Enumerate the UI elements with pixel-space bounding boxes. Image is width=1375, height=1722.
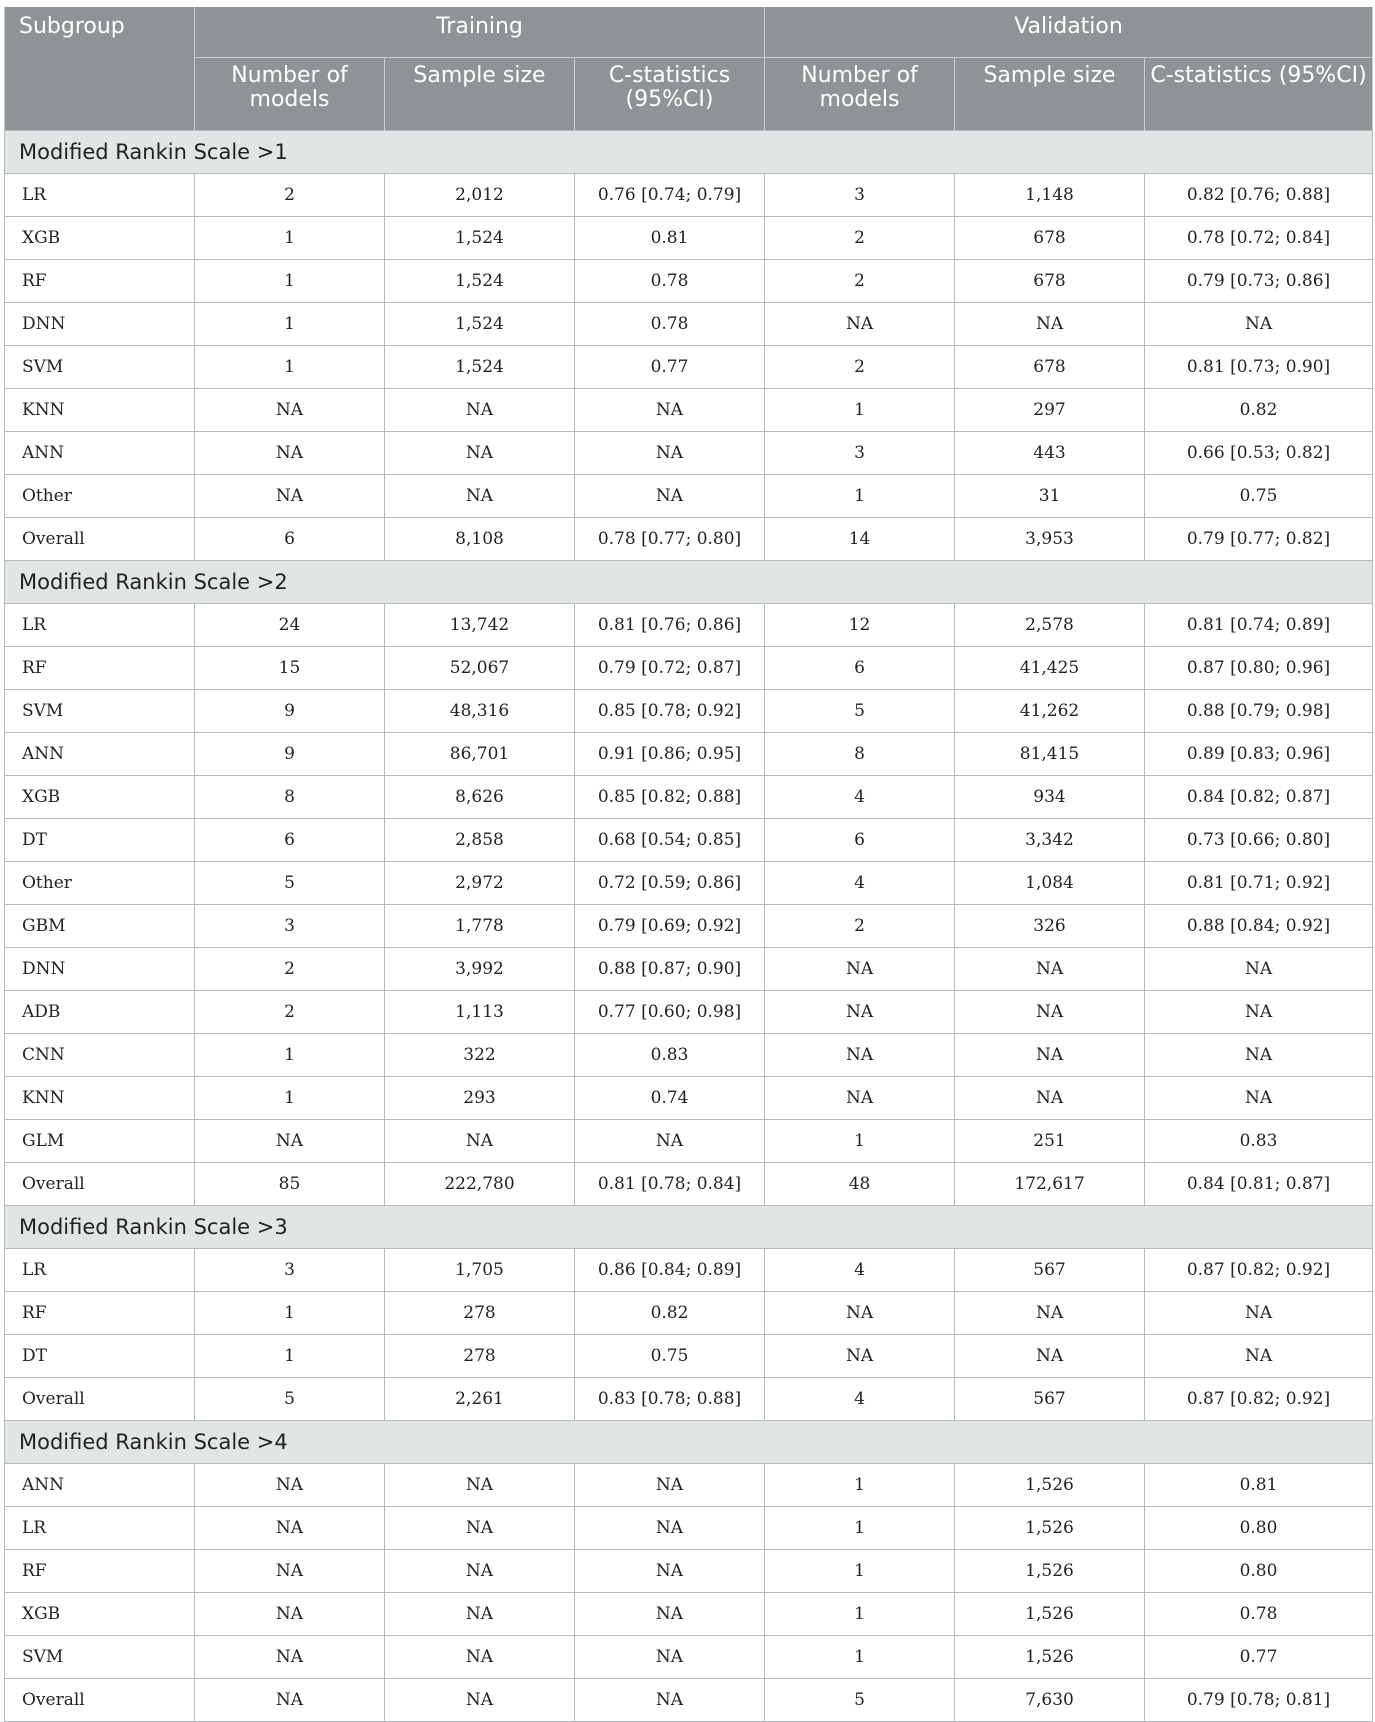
model-cell: DNN bbox=[5, 948, 195, 991]
col-header-training-sample: Sample size bbox=[385, 58, 575, 131]
validation-sample-cell: 7,630 bbox=[955, 1679, 1145, 1722]
model-cell: Other bbox=[5, 475, 195, 518]
validation-cstat-cell: 0.82 bbox=[1145, 389, 1373, 432]
table-row bbox=[5, 1550, 1373, 1593]
training-models-cell: NA bbox=[195, 1507, 385, 1550]
validation-cstat-cell: 0.66 [0.53; 0.82] bbox=[1145, 432, 1373, 475]
table-row bbox=[5, 905, 1373, 948]
training-models-cell: 5 bbox=[195, 1378, 385, 1421]
validation-models-cell: 8 bbox=[765, 733, 955, 776]
training-cstat-cell: 0.79 [0.72; 0.87] bbox=[575, 647, 765, 690]
section-title: Modified Rankin Scale >2 bbox=[5, 561, 1373, 604]
training-models-cell: 2 bbox=[195, 991, 385, 1034]
validation-sample-cell: 31 bbox=[955, 475, 1145, 518]
table-row bbox=[5, 174, 1373, 217]
validation-sample-cell: 1,526 bbox=[955, 1636, 1145, 1679]
training-sample-cell: NA bbox=[385, 1679, 575, 1722]
table-row bbox=[5, 1507, 1373, 1550]
model-cell: XGB bbox=[5, 776, 195, 819]
training-models-cell: 85 bbox=[195, 1163, 385, 1206]
col-header-training-cstat: C-statistics (95%CI) bbox=[575, 58, 765, 131]
training-cstat-cell: 0.88 [0.87; 0.90] bbox=[575, 948, 765, 991]
table-row bbox=[5, 948, 1373, 991]
validation-sample-cell: NA bbox=[955, 948, 1145, 991]
training-cstat-cell: NA bbox=[575, 1120, 765, 1163]
results-table bbox=[4, 7, 1373, 1722]
training-sample-cell: NA bbox=[385, 1636, 575, 1679]
training-cstat-cell: NA bbox=[575, 475, 765, 518]
section-row bbox=[5, 561, 1373, 604]
validation-models-cell: 3 bbox=[765, 174, 955, 217]
validation-models-cell: 1 bbox=[765, 1120, 955, 1163]
training-models-cell: NA bbox=[195, 1464, 385, 1507]
model-cell: CNN bbox=[5, 1034, 195, 1077]
training-sample-cell: 8,626 bbox=[385, 776, 575, 819]
training-models-cell: NA bbox=[195, 1636, 385, 1679]
training-sample-cell: 13,742 bbox=[385, 604, 575, 647]
model-cell: SVM bbox=[5, 1636, 195, 1679]
training-sample-cell: 48,316 bbox=[385, 690, 575, 733]
validation-cstat-cell: 0.87 [0.82; 0.92] bbox=[1145, 1378, 1373, 1421]
training-models-cell: 1 bbox=[195, 1077, 385, 1120]
training-sample-cell: NA bbox=[385, 389, 575, 432]
training-cstat-cell: 0.77 bbox=[575, 346, 765, 389]
validation-sample-cell: NA bbox=[955, 1292, 1145, 1335]
section-row bbox=[5, 131, 1373, 174]
training-cstat-cell: 0.85 [0.78; 0.92] bbox=[575, 690, 765, 733]
validation-models-cell: 2 bbox=[765, 905, 955, 948]
validation-sample-cell: NA bbox=[955, 303, 1145, 346]
table-row bbox=[5, 819, 1373, 862]
validation-sample-cell: 1,084 bbox=[955, 862, 1145, 905]
model-cell: LR bbox=[5, 174, 195, 217]
validation-sample-cell: 251 bbox=[955, 1120, 1145, 1163]
validation-cstat-cell: NA bbox=[1145, 303, 1373, 346]
training-models-cell: NA bbox=[195, 1679, 385, 1722]
table-row bbox=[5, 346, 1373, 389]
validation-models-cell: 4 bbox=[765, 1378, 955, 1421]
table-row bbox=[5, 776, 1373, 819]
training-models-cell: 1 bbox=[195, 346, 385, 389]
table-row bbox=[5, 389, 1373, 432]
model-cell: RF bbox=[5, 647, 195, 690]
col-header-training-models: Number of models bbox=[195, 58, 385, 131]
table-row bbox=[5, 1163, 1373, 1206]
validation-sample-cell: NA bbox=[955, 1335, 1145, 1378]
table-row bbox=[5, 1636, 1373, 1679]
validation-models-cell: NA bbox=[765, 1292, 955, 1335]
model-cell: KNN bbox=[5, 389, 195, 432]
table-row bbox=[5, 604, 1373, 647]
training-cstat-cell: NA bbox=[575, 1679, 765, 1722]
training-models-cell: NA bbox=[195, 432, 385, 475]
training-cstat-cell: 0.68 [0.54; 0.85] bbox=[575, 819, 765, 862]
section-title: Modified Rankin Scale >3 bbox=[5, 1206, 1373, 1249]
validation-models-cell: 48 bbox=[765, 1163, 955, 1206]
model-cell: RF bbox=[5, 1292, 195, 1335]
model-cell: DT bbox=[5, 819, 195, 862]
model-cell: ANN bbox=[5, 1464, 195, 1507]
validation-models-cell: NA bbox=[765, 1077, 955, 1120]
validation-models-cell: 14 bbox=[765, 518, 955, 561]
validation-models-cell: 1 bbox=[765, 389, 955, 432]
validation-sample-cell: 567 bbox=[955, 1378, 1145, 1421]
training-sample-cell: 1,524 bbox=[385, 303, 575, 346]
training-models-cell: 5 bbox=[195, 862, 385, 905]
table-row bbox=[5, 647, 1373, 690]
training-sample-cell: 1,524 bbox=[385, 217, 575, 260]
validation-cstat-cell: 0.84 [0.81; 0.87] bbox=[1145, 1163, 1373, 1206]
validation-models-cell: 1 bbox=[765, 1636, 955, 1679]
training-cstat-cell: 0.81 [0.78; 0.84] bbox=[575, 1163, 765, 1206]
training-sample-cell: 222,780 bbox=[385, 1163, 575, 1206]
validation-sample-cell: 3,953 bbox=[955, 518, 1145, 561]
model-cell: LR bbox=[5, 1249, 195, 1292]
training-sample-cell: 2,858 bbox=[385, 819, 575, 862]
training-sample-cell: NA bbox=[385, 475, 575, 518]
training-cstat-cell: NA bbox=[575, 1593, 765, 1636]
validation-cstat-cell: NA bbox=[1145, 991, 1373, 1034]
table-row bbox=[5, 432, 1373, 475]
validation-cstat-cell: 0.81 bbox=[1145, 1464, 1373, 1507]
training-cstat-cell: 0.78 bbox=[575, 303, 765, 346]
training-models-cell: 2 bbox=[195, 174, 385, 217]
training-sample-cell: NA bbox=[385, 1464, 575, 1507]
training-models-cell: 6 bbox=[195, 819, 385, 862]
training-cstat-cell: 0.77 [0.60; 0.98] bbox=[575, 991, 765, 1034]
section-row bbox=[5, 1206, 1373, 1249]
training-sample-cell: 52,067 bbox=[385, 647, 575, 690]
training-cstat-cell: 0.72 [0.59; 0.86] bbox=[575, 862, 765, 905]
training-models-cell: 2 bbox=[195, 948, 385, 991]
table-row bbox=[5, 1120, 1373, 1163]
training-models-cell: NA bbox=[195, 1120, 385, 1163]
validation-models-cell: 4 bbox=[765, 776, 955, 819]
validation-models-cell: 6 bbox=[765, 647, 955, 690]
validation-cstat-cell: 0.87 [0.80; 0.96] bbox=[1145, 647, 1373, 690]
training-sample-cell: 2,012 bbox=[385, 174, 575, 217]
training-sample-cell: 1,778 bbox=[385, 905, 575, 948]
col-header-validation-models: Number of models bbox=[765, 58, 955, 131]
validation-models-cell: NA bbox=[765, 948, 955, 991]
training-sample-cell: 1,524 bbox=[385, 346, 575, 389]
subgroup-header: Subgroup bbox=[5, 7, 195, 131]
training-sample-cell: 2,261 bbox=[385, 1378, 575, 1421]
training-models-cell: 1 bbox=[195, 260, 385, 303]
model-cell: LR bbox=[5, 604, 195, 647]
validation-sample-cell: 443 bbox=[955, 432, 1145, 475]
training-models-cell: 1 bbox=[195, 1034, 385, 1077]
model-cell: DNN bbox=[5, 303, 195, 346]
validation-models-cell: 4 bbox=[765, 1249, 955, 1292]
section-row bbox=[5, 1421, 1373, 1464]
section-title: Modified Rankin Scale >4 bbox=[5, 1421, 1373, 1464]
validation-models-cell: 3 bbox=[765, 432, 955, 475]
training-models-cell: 1 bbox=[195, 303, 385, 346]
validation-sample-cell: NA bbox=[955, 1077, 1145, 1120]
training-cstat-cell: 0.74 bbox=[575, 1077, 765, 1120]
table-row bbox=[5, 260, 1373, 303]
col-header-validation-cstat: C-statistics (95%CI) bbox=[1145, 58, 1373, 131]
training-sample-cell: NA bbox=[385, 1120, 575, 1163]
validation-cstat-cell: 0.79 [0.78; 0.81] bbox=[1145, 1679, 1373, 1722]
table-row bbox=[5, 1593, 1373, 1636]
training-sample-cell: 2,972 bbox=[385, 862, 575, 905]
validation-models-cell: 1 bbox=[765, 1507, 955, 1550]
validation-cstat-cell: NA bbox=[1145, 1077, 1373, 1120]
training-cstat-cell: 0.81 [0.76; 0.86] bbox=[575, 604, 765, 647]
model-cell: ANN bbox=[5, 432, 195, 475]
validation-cstat-cell: 0.79 [0.73; 0.86] bbox=[1145, 260, 1373, 303]
training-sample-cell: NA bbox=[385, 1507, 575, 1550]
validation-sample-cell: 567 bbox=[955, 1249, 1145, 1292]
validation-models-cell: 1 bbox=[765, 1464, 955, 1507]
validation-cstat-cell: 0.84 [0.82; 0.87] bbox=[1145, 776, 1373, 819]
training-sample-cell: 322 bbox=[385, 1034, 575, 1077]
table-row bbox=[5, 1679, 1373, 1722]
validation-cstat-cell: 0.89 [0.83; 0.96] bbox=[1145, 733, 1373, 776]
table-row bbox=[5, 303, 1373, 346]
validation-cstat-cell: 0.75 bbox=[1145, 475, 1373, 518]
training-cstat-cell: 0.82 bbox=[575, 1292, 765, 1335]
validation-cstat-cell: 0.79 [0.77; 0.82] bbox=[1145, 518, 1373, 561]
validation-models-cell: NA bbox=[765, 991, 955, 1034]
validation-sample-cell: 326 bbox=[955, 905, 1145, 948]
training-models-cell: 9 bbox=[195, 733, 385, 776]
validation-sample-cell: 81,415 bbox=[955, 733, 1145, 776]
table-body bbox=[5, 131, 1373, 1722]
validation-cstat-cell: 0.80 bbox=[1145, 1550, 1373, 1593]
model-cell: ADB bbox=[5, 991, 195, 1034]
training-models-cell: 3 bbox=[195, 1249, 385, 1292]
model-cell: Overall bbox=[5, 1378, 195, 1421]
training-cstat-cell: 0.91 [0.86; 0.95] bbox=[575, 733, 765, 776]
training-sample-cell: NA bbox=[385, 1593, 575, 1636]
training-cstat-cell: 0.79 [0.69; 0.92] bbox=[575, 905, 765, 948]
table-row bbox=[5, 1335, 1373, 1378]
validation-sample-cell: 934 bbox=[955, 776, 1145, 819]
table-row bbox=[5, 1034, 1373, 1077]
training-sample-cell: 1,524 bbox=[385, 260, 575, 303]
validation-cstat-cell: 0.83 bbox=[1145, 1120, 1373, 1163]
model-cell: LR bbox=[5, 1507, 195, 1550]
validation-models-cell: 4 bbox=[765, 862, 955, 905]
training-models-cell: 1 bbox=[195, 1335, 385, 1378]
training-sample-cell: NA bbox=[385, 1550, 575, 1593]
training-sample-cell: NA bbox=[385, 432, 575, 475]
training-cstat-cell: 0.81 bbox=[575, 217, 765, 260]
validation-cstat-cell: 0.78 bbox=[1145, 1593, 1373, 1636]
model-cell: Other bbox=[5, 862, 195, 905]
validation-models-cell: 5 bbox=[765, 690, 955, 733]
model-cell: GBM bbox=[5, 905, 195, 948]
validation-cstat-cell: 0.78 [0.72; 0.84] bbox=[1145, 217, 1373, 260]
validation-models-cell: NA bbox=[765, 1034, 955, 1077]
section-title: Modified Rankin Scale >1 bbox=[5, 131, 1373, 174]
training-models-cell: 6 bbox=[195, 518, 385, 561]
table-row bbox=[5, 475, 1373, 518]
training-sample-cell: 86,701 bbox=[385, 733, 575, 776]
validation-cstat-cell: 0.81 [0.73; 0.90] bbox=[1145, 346, 1373, 389]
training-sample-cell: 293 bbox=[385, 1077, 575, 1120]
table-row bbox=[5, 1249, 1373, 1292]
table-row bbox=[5, 733, 1373, 776]
validation-cstat-cell: 0.77 bbox=[1145, 1636, 1373, 1679]
training-models-cell: 1 bbox=[195, 217, 385, 260]
training-models-cell: 3 bbox=[195, 905, 385, 948]
model-cell: SVM bbox=[5, 690, 195, 733]
model-cell: Overall bbox=[5, 518, 195, 561]
model-cell: RF bbox=[5, 1550, 195, 1593]
validation-sample-cell: 1,526 bbox=[955, 1593, 1145, 1636]
training-sample-cell: 3,992 bbox=[385, 948, 575, 991]
training-cstat-cell: 0.78 bbox=[575, 260, 765, 303]
table-row bbox=[5, 862, 1373, 905]
model-cell: XGB bbox=[5, 1593, 195, 1636]
table-row bbox=[5, 1292, 1373, 1335]
model-cell: GLM bbox=[5, 1120, 195, 1163]
training-cstat-cell: NA bbox=[575, 389, 765, 432]
validation-cstat-cell: 0.80 bbox=[1145, 1507, 1373, 1550]
training-cstat-cell: NA bbox=[575, 1464, 765, 1507]
validation-cstat-cell: NA bbox=[1145, 1034, 1373, 1077]
validation-cstat-cell: 0.73 [0.66; 0.80] bbox=[1145, 819, 1373, 862]
validation-cstat-cell: 0.88 [0.79; 0.98] bbox=[1145, 690, 1373, 733]
validation-models-cell: 1 bbox=[765, 475, 955, 518]
model-cell: Overall bbox=[5, 1163, 195, 1206]
validation-cstat-cell: 0.87 [0.82; 0.92] bbox=[1145, 1249, 1373, 1292]
validation-sample-cell: 1,526 bbox=[955, 1507, 1145, 1550]
training-sample-cell: 1,705 bbox=[385, 1249, 575, 1292]
table-row bbox=[5, 518, 1373, 561]
model-cell: SVM bbox=[5, 346, 195, 389]
validation-cstat-cell: NA bbox=[1145, 1335, 1373, 1378]
validation-sample-cell: 1,526 bbox=[955, 1464, 1145, 1507]
table-row bbox=[5, 1378, 1373, 1421]
training-sample-cell: 1,113 bbox=[385, 991, 575, 1034]
training-cstat-cell: 0.83 [0.78; 0.88] bbox=[575, 1378, 765, 1421]
training-cstat-cell: 0.78 [0.77; 0.80] bbox=[575, 518, 765, 561]
validation-sample-cell: 41,262 bbox=[955, 690, 1145, 733]
table-row bbox=[5, 991, 1373, 1034]
training-models-cell: NA bbox=[195, 1593, 385, 1636]
training-cstat-cell: 0.83 bbox=[575, 1034, 765, 1077]
model-cell: ANN bbox=[5, 733, 195, 776]
table-row bbox=[5, 217, 1373, 260]
validation-sample-cell: 2,578 bbox=[955, 604, 1145, 647]
validation-models-cell: 6 bbox=[765, 819, 955, 862]
training-models-cell: 9 bbox=[195, 690, 385, 733]
validation-cstat-cell: 0.82 [0.76; 0.88] bbox=[1145, 174, 1373, 217]
training-cstat-cell: NA bbox=[575, 432, 765, 475]
training-models-cell: NA bbox=[195, 1550, 385, 1593]
training-models-cell: NA bbox=[195, 475, 385, 518]
validation-cstat-cell: 0.81 [0.74; 0.89] bbox=[1145, 604, 1373, 647]
table-header bbox=[5, 7, 1373, 131]
validation-sample-cell: 678 bbox=[955, 260, 1145, 303]
training-cstat-cell: 0.76 [0.74; 0.79] bbox=[575, 174, 765, 217]
validation-cstat-cell: 0.88 [0.84; 0.92] bbox=[1145, 905, 1373, 948]
validation-sample-cell: NA bbox=[955, 1034, 1145, 1077]
validation-sample-cell: 3,342 bbox=[955, 819, 1145, 862]
validation-sample-cell: 172,617 bbox=[955, 1163, 1145, 1206]
table-row bbox=[5, 1464, 1373, 1507]
validation-sample-cell: 297 bbox=[955, 389, 1145, 432]
training-cstat-cell: NA bbox=[575, 1550, 765, 1593]
training-cstat-cell: 0.86 [0.84; 0.89] bbox=[575, 1249, 765, 1292]
training-cstat-cell: NA bbox=[575, 1507, 765, 1550]
table-row bbox=[5, 690, 1373, 733]
validation-models-cell: NA bbox=[765, 1335, 955, 1378]
validation-sample-cell: 678 bbox=[955, 346, 1145, 389]
validation-models-cell: 1 bbox=[765, 1593, 955, 1636]
validation-header: Validation bbox=[765, 7, 1373, 58]
validation-sample-cell: 1,526 bbox=[955, 1550, 1145, 1593]
training-cstat-cell: NA bbox=[575, 1636, 765, 1679]
model-cell: Overall bbox=[5, 1679, 195, 1722]
training-models-cell: 8 bbox=[195, 776, 385, 819]
validation-models-cell: 2 bbox=[765, 217, 955, 260]
training-cstat-cell: 0.75 bbox=[575, 1335, 765, 1378]
validation-cstat-cell: NA bbox=[1145, 1292, 1373, 1335]
training-sample-cell: 278 bbox=[385, 1335, 575, 1378]
training-models-cell: NA bbox=[195, 389, 385, 432]
training-models-cell: 1 bbox=[195, 1292, 385, 1335]
training-sample-cell: 8,108 bbox=[385, 518, 575, 561]
model-cell: DT bbox=[5, 1335, 195, 1378]
validation-sample-cell: 678 bbox=[955, 217, 1145, 260]
validation-sample-cell: NA bbox=[955, 991, 1145, 1034]
validation-sample-cell: 1,148 bbox=[955, 174, 1145, 217]
validation-models-cell: 2 bbox=[765, 346, 955, 389]
validation-cstat-cell: NA bbox=[1145, 948, 1373, 991]
validation-models-cell: 12 bbox=[765, 604, 955, 647]
validation-models-cell: NA bbox=[765, 303, 955, 346]
validation-models-cell: 5 bbox=[765, 1679, 955, 1722]
training-models-cell: 24 bbox=[195, 604, 385, 647]
col-header-validation-sample: Sample size bbox=[955, 58, 1145, 131]
validation-cstat-cell: 0.81 [0.71; 0.92] bbox=[1145, 862, 1373, 905]
training-cstat-cell: 0.85 [0.82; 0.88] bbox=[575, 776, 765, 819]
table-row bbox=[5, 1077, 1373, 1120]
validation-models-cell: 1 bbox=[765, 1550, 955, 1593]
training-sample-cell: 278 bbox=[385, 1292, 575, 1335]
validation-sample-cell: 41,425 bbox=[955, 647, 1145, 690]
model-cell: KNN bbox=[5, 1077, 195, 1120]
model-cell: XGB bbox=[5, 217, 195, 260]
training-models-cell: 15 bbox=[195, 647, 385, 690]
model-cell: RF bbox=[5, 260, 195, 303]
training-header: Training bbox=[195, 7, 765, 58]
validation-models-cell: 2 bbox=[765, 260, 955, 303]
